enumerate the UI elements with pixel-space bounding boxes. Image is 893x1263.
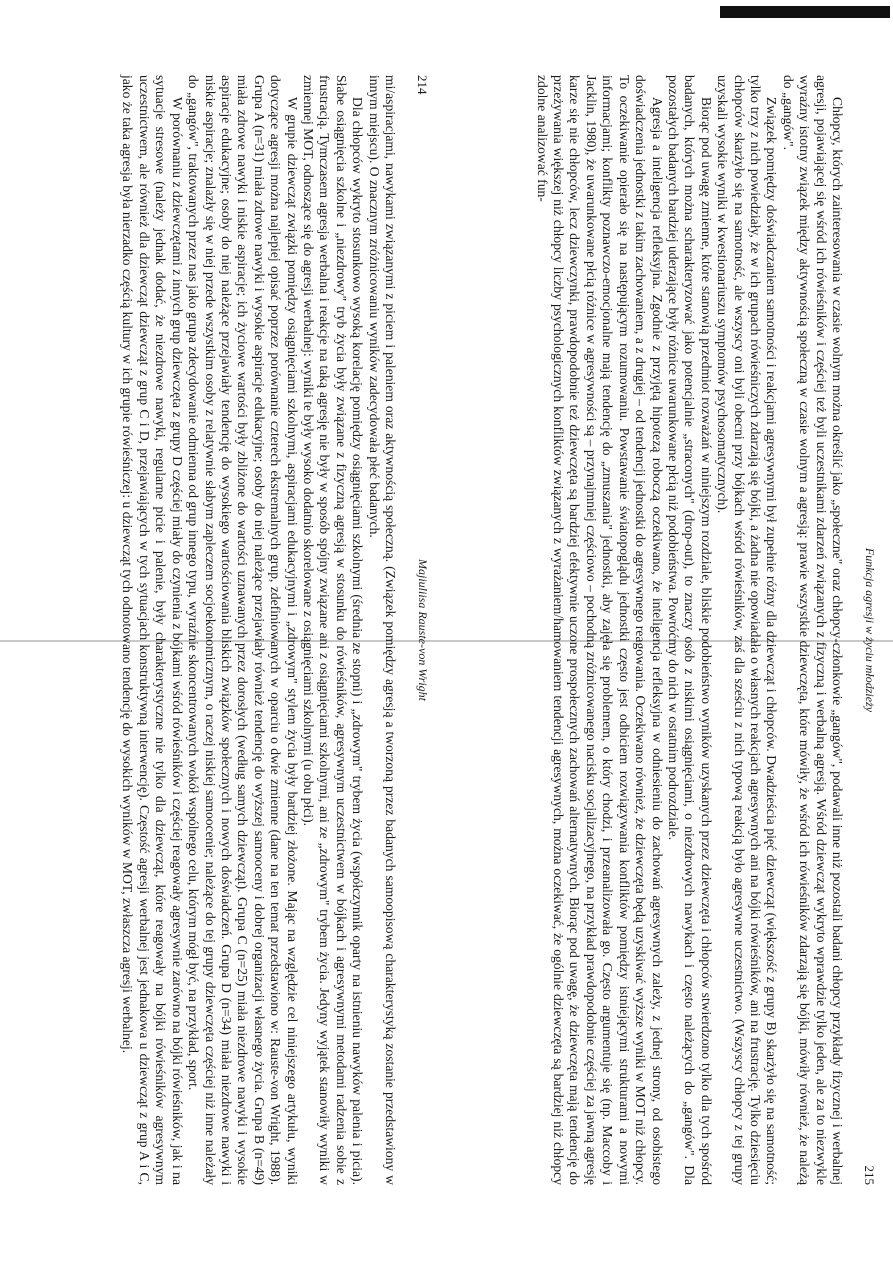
right-page bbox=[447, 0, 893, 1263]
right-page-number: 215 bbox=[862, 1165, 877, 1185]
paragraph: Chłopcy, których zainteresowania w czasie wolnym można określić jako „społeczne" oraz chłopcy-członkowie „gangów", podawali inne niż pozostali badani chłopcy przykłady fizycznej i werbalnej agresji, pojawiającej się wśród ich rówieśników i częściej też byli uczestnikami zdarzeń związanych z fizyczną i werbalną agresją. Wśród dziewcząt wykryto wprawdzie tylko jeden, ale za to niezwykle wyraźny istotny związek między aktywnością społeczną w czasie wolnym a agresją: prawie wszystkie dziewczęta, które mówiły, że wśród ich rówieśników zdarzają się bójki, mówiły również, że należą do „gangów". bbox=[780, 75, 845, 1185]
right-page-header bbox=[855, 75, 877, 1185]
left-running-head: Majiuliisa Rauste-von Wright bbox=[416, 559, 430, 701]
left-page-header bbox=[408, 75, 430, 1185]
left-page-number: 214 bbox=[415, 75, 430, 95]
paragraph: W porównaniu z dziewczętami z innych grup dziewczęta z grupy D częściej miały do czynienia z bójkami wśród rówieśników i częściej reagowały agresywnie zarówno na bójki rówieśników, jak i na sytuacje stresowe (należy jednak dodać, że niezdrowe nawyki, regularne picie i palenie, były charakterystyczne nie tylko dla dziewcząt, które reagowały na bójki rówieśników agresywnym uczestnictwem, ale również dla dziewcząt dziewcząt z grup C i D, przejawiających w tych sytuacjach konstruktywną interwencję). Częstość agresji werbalnej jest jednakowa u dziewcząt z grup A i C, jako że taka agresja była nierzadko częścią kultury w ich grupie rówieśniczej: u dziewcząt tych odnotowano tendencję do wysokich wyników w MOT, zwłaszcza agresji werbalnej. bbox=[120, 75, 185, 1185]
left-page bbox=[0, 0, 446, 1263]
paragraph: Dla chłopców wykryto stosunkowo wysoką korelację pomiędzy osiągnięciami szkolnymi (średnia ze stopni) i „zdrowym" trybem życia (współczynnik oparty na istnieniu nawyków palenia i picia). Słabe osiągnięcia szkolne i „niezdrowy" tryb życia były związane z fizyczną agresją w stosunku do rówieśników, agresywnym uczestnictwem w bójkach i agresywnymi metodami radzenia sobie z frustracją. Tymczasem agresja werbalna i reakcje na taką agresję nie były w sposób spójny związane ani z osiągnięciami szkolnymi, ani ze „zdrowym" trybem życia. Jedyny wyjątek stanowiły wyniki w zmiennej MOT, odnoszące się do agresji werbalnej: wyniki te były wysoko dodatnio skorelowane z osiągnięciami szkolnymi (u obu płci). bbox=[300, 75, 366, 1185]
right-running-head: Funkcja agresji w życiu młodzieży bbox=[863, 547, 877, 713]
paragraph: Agresja a inteligencja refleksyjna. Zgodnie z przyjętą hipotezą roboczą oczekiwano, że inteligencja refleksyjna w odniesieniu do zachowań agresywnych zależy, z jednej strony, od osobistego doświadczenia jednostki z takim zachowaniem, a z drugiej – od tendencji jednostki do agresywnego reagowania. Oczekiwano również, że dziewczęta będą uzyskiwać wyższe wyniki w MOT niż chłopcy. To oczekiwanie opierało się na następującym rozumowaniu. Powstawanie światopoglądu jednostki często jest odbiciem rozwiązywania konfliktów pomiędzy istniejącymi strukturami a nowymi informacjami; konflikty poznawczo-emocjonalne mają tendencję do „zmuszania" jednostki, aby zajęła się problemem, o który chodzi, i przeanalizowała go. Często argumentuje się (np. Maccoby i Jacklin, 1980), że uwarunkowane płcią różnice w agresywności są – przynajmniej częściowo – pochodną zróżnicowanego nacisku socjalizacyjnego, na przykład prawdopodobnie częściej za jawną agresję karze się nie chłopców, lecz dziewczynki, prawdopodobnie też dziewczęta są bardziej efektywnie uczone prospołecznych zachowań alternatywnych. Biorąc pod uwagę, że dziewczęta mają tendencję do przeżywania większej niż chłopcy liczby psychologicznych konfliktów związanych z wyrażaniem/hamowaniem tendencji agresywnych, można oczekiwać, że ogólnie dziewczęta są bardziej niż chłopcy zdolne analizować fun- bbox=[534, 75, 665, 1185]
left-page-body bbox=[119, 75, 398, 1185]
paragraph: Związek pomiędzy doświadczaniem samotności i reakcjami agresywnymi był zupełnie różny dla dziewcząt i chłopców. Dwadzieścia pięć dziewcząt (większość z grupy B) skarżyło się na samotność; tylko trzy z nich powiedziały, że w ich grupach rówieśniczych zdarzają się bójki, a żadna nie opowiadała o własnych reakcjach agresywnych ani na bójki rówieśników, ani na frustrację. Tylko dziesięciu chłopców skarżyło się na samotność, ale wszyscy oni byli obecni przy bójkach wśród rówieśników, zaś dla sześciu z nich typową reakcją było agresywne uczestnictwo. (Wszyscy chłopcy z tej grupy uzyskali wysokie wyniki w kwestionariuszu symptomów psychosomatycznych). bbox=[715, 75, 780, 1185]
right-page-body bbox=[533, 75, 845, 1185]
paragraph: mi/aspiracjami, nawykami związanymi z piciem i paleniem oraz aktywnością społeczną. (Związek pomiędzy agresją a tworzoną przez badanych samoopisową charakterystyką zostanie przedstawiony w innym miejscu). O znacznym zróżnicowaniu wyników zadecydowała płeć badanych. bbox=[366, 75, 398, 1185]
paragraph: W grupie dziewcząt związki pomiędzy osiągnięciami szkolnymi, aspiracjami edukacyjnymi i „zdrowym" stylem życia były bardziej złożone. Mając na względzie cel niniejszego artykułu, wyniki dotyczące agresji można najlepiej opisać poprzez porównanie czterech ekstremalnych grup, zdefiniowanych w oparciu o dwie zmienne (dane na ten temat przedstawiono w: Rauste-von Wright, 1988). Grupa A (n=31) miała zdrowe nawyki i wysokie aspiracje edukacyjne; osoby do niej należące przejawiały również tendencję do wyższej samooceny i dobrej organizacji własnego życia. Grupa B (n=49) miała zdrowe nawyki i niskie aspiracje; ich życiowe wartości były zbliżone do wartości uznawanych przez dorosłych (według samych dziewcząt). Grupa C (n=25) miała niezdrowe nawyki i wysokie aspiracje edukacyjne; osoby do niej należące przejawiały tendencję do wysokiego wartościowania bliskich związków społecznych i nowych doświadczeń. Grupa D (n=34) miała niezdrowe nawyki i niskie aspiracje; znalazły się w niej przede wszystkim osoby z relatywnie słabym zapleczem socjoekonomicznym, o raczej niskiej samoocenie; należące do tej grupy dziewczęta częściej niż inne należały do „gangów", traktowanych przez nas jako grupa zdecydowanie odmienna od grup innego typu, wyraźnie skoncentrowanych wokół wspólnego celu, którym mógł być, na przykład, sport. bbox=[186, 75, 300, 1185]
paragraph: Biorąc pod uwagę zmienne, które stanowią przedmiot rozważań w niniejszym rozdziale, bliskie podobieństwo wyników uzyskanych przez dziewczęta i chłopców stwierdzono tylko dla tych spośród badanych, których można scharakteryzować jako potencjalnie „straconych" (drop-out), to znaczy osób z niskimi osiągnięciami, o niezdrowych nawykach i często należących do „gangów". Dla pozostałych badanych bardziej uderzające były różnice uwarunkowane płcią niż podobieństwa. Powróćmy do nich w ostatnim podrozdziale. bbox=[665, 75, 714, 1185]
